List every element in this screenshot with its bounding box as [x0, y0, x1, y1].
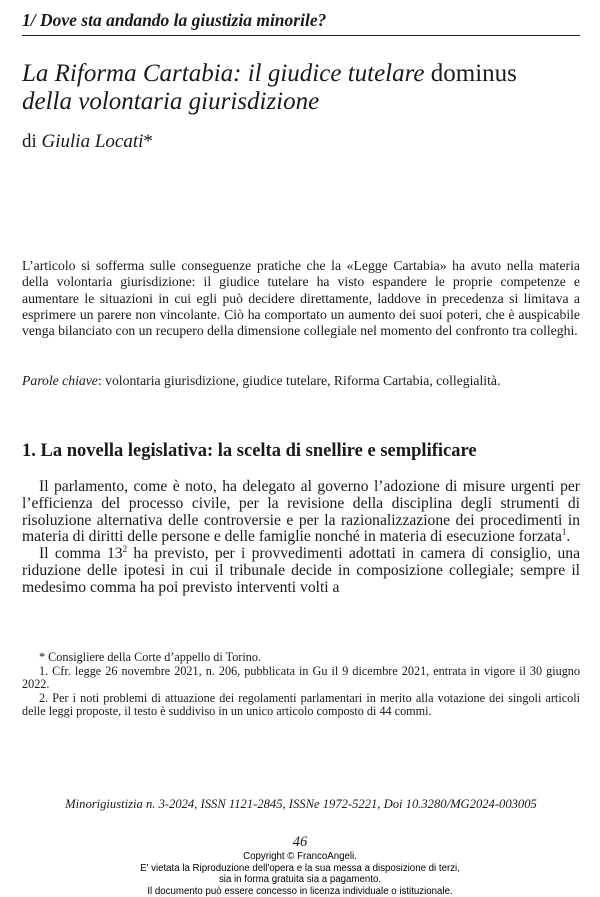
keywords-text: : volontaria giurisdizione, giudice tutelare, Riforma Cartabia, collegialità.	[97, 373, 501, 388]
abstract: L’articolo si sofferma sulle conseguenze pratiche che la «Legge Cartabia» ha avuto nella materia della volontaria giurisdizione: il giudice tutelare ha visto espandere le proprie competenze e aumentare le situazioni in cui egli può decidere direttamente, laddove in precedenza si limitava a esprimere un parere non vincolante. Ciò ha comportato un aumento dei suoi poteri, che è auspicabile venga bilanciato con un recupero della dimensione collegiale nel momento del confronto tra colleghi.	[22, 258, 580, 339]
paragraph-1-end: .	[566, 528, 571, 546]
footnote-ref-2[interactable]: 2	[122, 544, 128, 554]
paragraph-1	[22, 479, 580, 546]
copyright-line-1: Copyright © FrancoAngeli.	[243, 851, 357, 862]
copyright-line-3: sia in forma gratuita sia a pagamento.	[218, 874, 382, 886]
title-roman-part: dominus	[430, 60, 517, 87]
keywords	[22, 373, 580, 389]
section-header: 1/ Dove sta andando la giustizia minorile?	[22, 10, 580, 36]
page-number: 46	[292, 834, 308, 850]
paragraph-2-start: Il comma 13	[39, 545, 123, 563]
copyright-line-4: Il documento può essere concesso in licenza individuale o istituzionale.	[147, 885, 453, 897]
footnote-2: 2. Per i noti problemi di attuazione dei regolamenti parlamentari in merito alla votazione dei singoli articoli delle leggi proposte, il testo è suddiviso in un unico articolo composto di 44 commi.	[22, 690, 580, 719]
paragraph-2	[22, 546, 580, 596]
footnote-star: * Consigliere della Corte d’appello di Torino.	[39, 650, 261, 664]
paragraph-2-text: ha previsto, per i provvedimenti adottati in camera di consiglio, una riduzione delle ipotesi in cui il tribunale decide in composizione collegiale; sempre il medesimo comma ha poi previsto interventi volti a	[22, 545, 580, 596]
copyright-line-2: E' vietata la Riproduzione dell'opera e la sua messa a disposizione di terzi,	[140, 862, 460, 874]
author-footnote-mark: *	[143, 131, 153, 152]
footnotes	[22, 651, 580, 719]
body-text	[22, 479, 580, 597]
article-title	[22, 60, 582, 116]
byline	[22, 131, 153, 153]
copyright-notice	[0, 851, 600, 897]
paragraph-1-text: Il parlamento, come è noto, ha delegato al governo l’adozione di misure urgenti per l’efficienza del processo civile, per la revisione della disciplina degli strumenti di risoluzione alternativa delle controversie e per la razionalizzazione dei procedimenti in materia di diritti delle persone e delle famiglie nonché in materia di esecuzione forzata	[22, 478, 580, 546]
section-heading: 1. La novella legislativa: la scelta di snellire e semplificare	[22, 441, 477, 461]
journal-citation: Minorigiustizia n. 3-2024, ISSN 1121-2845, ISSNe 1972-5221, Doi 10.3280/MG2024-003005	[65, 797, 537, 811]
byline-prefix: di	[22, 131, 37, 152]
title-italic-part: La Riforma Cartabia: il giudice tutelare	[22, 60, 425, 87]
keywords-label: Parole chiave	[22, 373, 98, 388]
footnote-ref-1[interactable]: 1	[561, 527, 567, 538]
author-name: Giulia Locati	[41, 131, 144, 152]
title-italic-part-2: della volontaria giurisdizione	[22, 88, 320, 115]
footnote-1: 1. Cfr. legge 26 novembre 2021, n. 206, pubblicata in Gu il 9 dicembre 2021, entrata in vigore il 30 giugno 2022.	[22, 663, 580, 692]
